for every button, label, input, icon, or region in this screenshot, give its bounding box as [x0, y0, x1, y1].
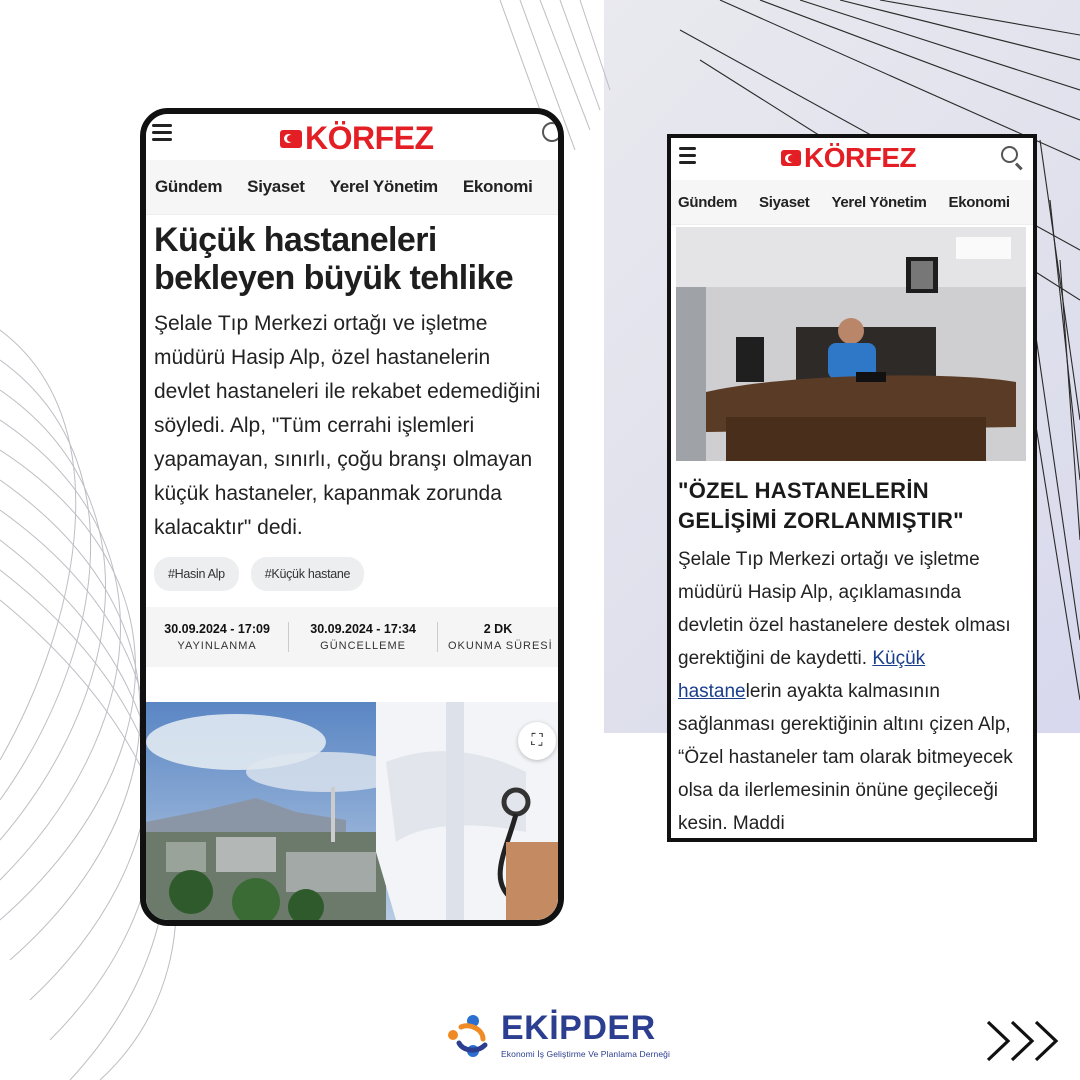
ekipder-logo-icon — [443, 1009, 495, 1061]
nav-item-ekonomi-2[interactable]: Ekonomi — [948, 193, 1010, 211]
article-body — [678, 543, 1028, 840]
korfez-logo-2[interactable] — [781, 142, 916, 174]
brand-subtitle: Ekonomi İş Geliştirme Ve Planlama Derneği — [501, 1049, 670, 1059]
meta-reading-value: 2 DK — [483, 622, 513, 636]
logo-text: KÖRFEZ — [305, 120, 434, 156]
article-hero-image — [146, 702, 558, 920]
tag-kucuk-hastane[interactable]: #Küçük hastane — [251, 557, 364, 591]
site-header-2 — [671, 138, 1033, 180]
site-header — [146, 114, 558, 160]
korfez-logo[interactable] — [280, 120, 434, 157]
search-icon[interactable] — [542, 122, 562, 142]
tag-list — [146, 545, 558, 591]
article-meta — [146, 607, 558, 667]
kucuk-hastane-link[interactable]: Küçük hastane — [678, 648, 926, 702]
tag-hasin-alp[interactable]: #Hasin Alp — [154, 557, 239, 591]
next-arrows-icon[interactable] — [984, 1018, 1064, 1064]
article-subheading: "ÖZEL HASTANELERİN GELİŞİMİ ZORLANMIŞTIR" — [678, 478, 964, 533]
nav-item-siyaset-2[interactable]: Siyaset — [759, 193, 810, 211]
article-screenshot-2 — [667, 134, 1037, 842]
category-nav-2 — [671, 180, 1033, 225]
nav-item-gundem[interactable]: Gündem — [155, 177, 223, 196]
logo-text-2: KÖRFEZ — [804, 142, 917, 173]
meta-published — [146, 622, 289, 652]
meta-reading-time — [438, 622, 558, 652]
flag-icon-2 — [781, 150, 801, 166]
expand-icon[interactable]: ⛶ — [518, 722, 556, 760]
interview-photo — [676, 227, 1026, 461]
meta-reading-label: OKUNMA SÜRESİ — [448, 640, 553, 652]
nav-item-yerel-yonetim[interactable]: Yerel Yönetim — [329, 177, 438, 196]
meta-updated-label: GÜNCELLEME — [320, 640, 406, 652]
meta-published-value: 30.09.2024 - 17:09 — [164, 622, 270, 636]
article-headline: Küçük hastaneleri bekleyen büyük tehlike — [154, 221, 514, 297]
meta-published-label: YAYINLANMA — [177, 640, 257, 652]
body-text-1: Şelale Tıp Merkezi ortağı ve işletme müdürü Hasip Alp, açıklamasında devletin özel hastanelere destek olması gerektiğini de kaydetti. — [678, 549, 1011, 669]
meta-updated-value: 30.09.2024 - 17:34 — [310, 622, 416, 636]
menu-icon[interactable] — [152, 124, 172, 140]
search-icon-2[interactable] — [1001, 146, 1018, 163]
article-lead: Şelale Tıp Merkezi ortağı ve işletme müdürü Hasip Alp, özel hastanelerin devlet hastaneleri ile rekabet edemediğini söyledi. Alp, "Tüm cerrahi işlemleri yapamayan, sınırlı, çoğu branşı olmayan küçük hastaneler, kapanmak zorunda kalacaktır" dedi. — [154, 312, 541, 539]
body-text-2: lerin ayakta kalmasının sağlanması gerektiğinin altını çizen Alp, “Özel hastaneler tam olarak bitmeyecek olsa da ilerlemesinin önüne geçileceği kesin. Maddi — [678, 681, 1013, 834]
ekipder-brand — [443, 1005, 670, 1065]
menu-icon-2[interactable] — [679, 147, 696, 163]
nav-item-gundem-2[interactable]: Gündem — [678, 193, 738, 211]
brand-name: EKİPDER — [501, 1009, 656, 1047]
nav-item-siyaset[interactable]: Siyaset — [247, 177, 305, 196]
meta-updated — [289, 622, 438, 652]
nav-item-yerel-yonetim-2[interactable]: Yerel Yönetim — [831, 193, 927, 211]
flag-icon — [280, 130, 302, 148]
nav-item-ekonomi[interactable]: Ekonomi — [462, 177, 533, 196]
category-nav — [146, 160, 558, 215]
article-screenshot-1 — [140, 108, 564, 926]
